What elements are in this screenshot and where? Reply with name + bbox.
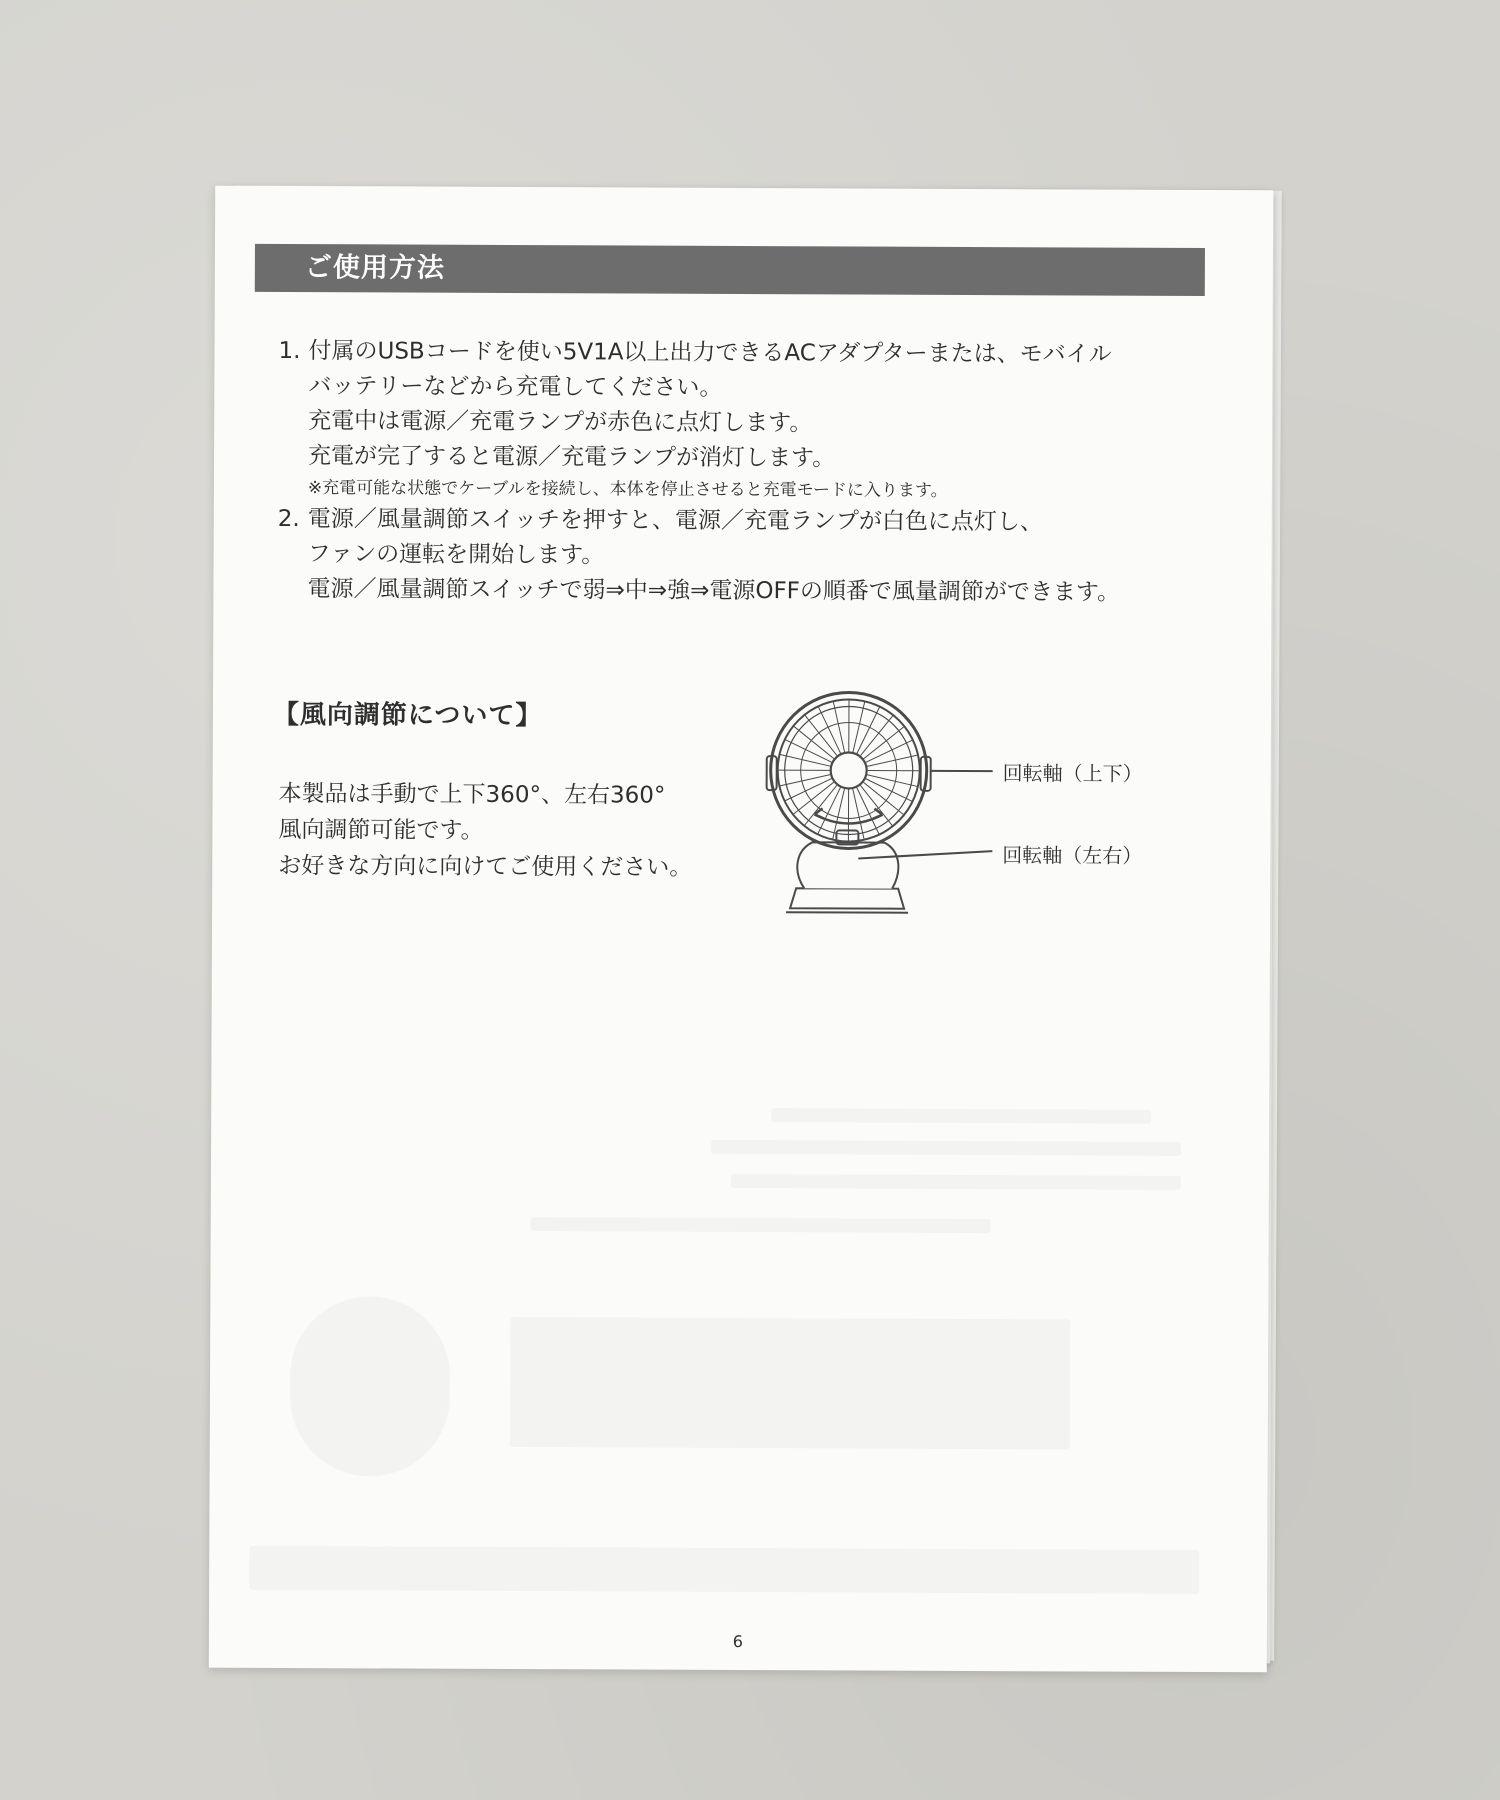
show-through [531,1217,991,1233]
description-line: 本製品は手動で上下360°、左右360° [278,780,666,809]
description-line: 風向調節可能です。 [278,816,484,844]
grille-spoke [867,775,918,787]
direction-description [278,776,692,886]
grille-spoke [833,789,845,840]
show-through [771,1108,1151,1124]
show-through [249,1546,1199,1594]
show-through [711,1140,1181,1156]
step-number: 1. [278,337,301,365]
step-text: 充電中は電源／充電ランプが赤色に点灯します。 [308,408,813,437]
page-number: 6 [732,1631,744,1652]
rotation-axis-horizontal-label: 回転軸（左右） [1002,843,1143,868]
step-text: バッテリーなどから充電してください。 [308,373,723,401]
description-line: お好きな方向に向けてご使用ください。 [278,852,693,881]
grille-spoke [780,754,831,766]
rotation-axis-vertical-label: 回転軸（上下） [1002,761,1143,786]
instruction-steps [277,334,1238,611]
step-number: 2. [277,505,300,533]
grille-spoke [853,701,865,752]
step-2 [277,502,1237,611]
grille-spoke [779,774,830,786]
step-text: 電源／風量調節スイッチで弱⇒中⇒強⇒電源OFFの順番で風量調節ができます。 [307,576,1121,606]
step-1 [278,334,1239,506]
step-text: 充電が完了すると電源／充電ランプが消灯します。 [308,443,836,472]
grille-spoke [867,755,918,767]
section-header: ご使用方法 [255,244,1205,296]
manual-page [209,186,1273,1673]
show-through [510,1317,1071,1449]
direction-title: 【風向調節について】 [272,699,543,732]
grille-spoke [833,701,845,752]
fan-illustration [752,690,1143,932]
show-through [731,1174,1181,1190]
step-text: 電源／風量調節スイッチを押すと、電源／充電ランプが白色に点灯し、 [307,506,1043,536]
fan-diagram [752,690,1143,936]
show-through [290,1296,451,1477]
step-text: ファンの運転を開始します。 [307,541,605,569]
step-note: ※充電可能な状態でケーブルを接続し、本体を停止させると充電モードに入ります。 [307,478,948,501]
step-text: 付属のUSBコードを使い5V1A以上出力できるACアダプターまたは、モバイル [308,338,1112,368]
